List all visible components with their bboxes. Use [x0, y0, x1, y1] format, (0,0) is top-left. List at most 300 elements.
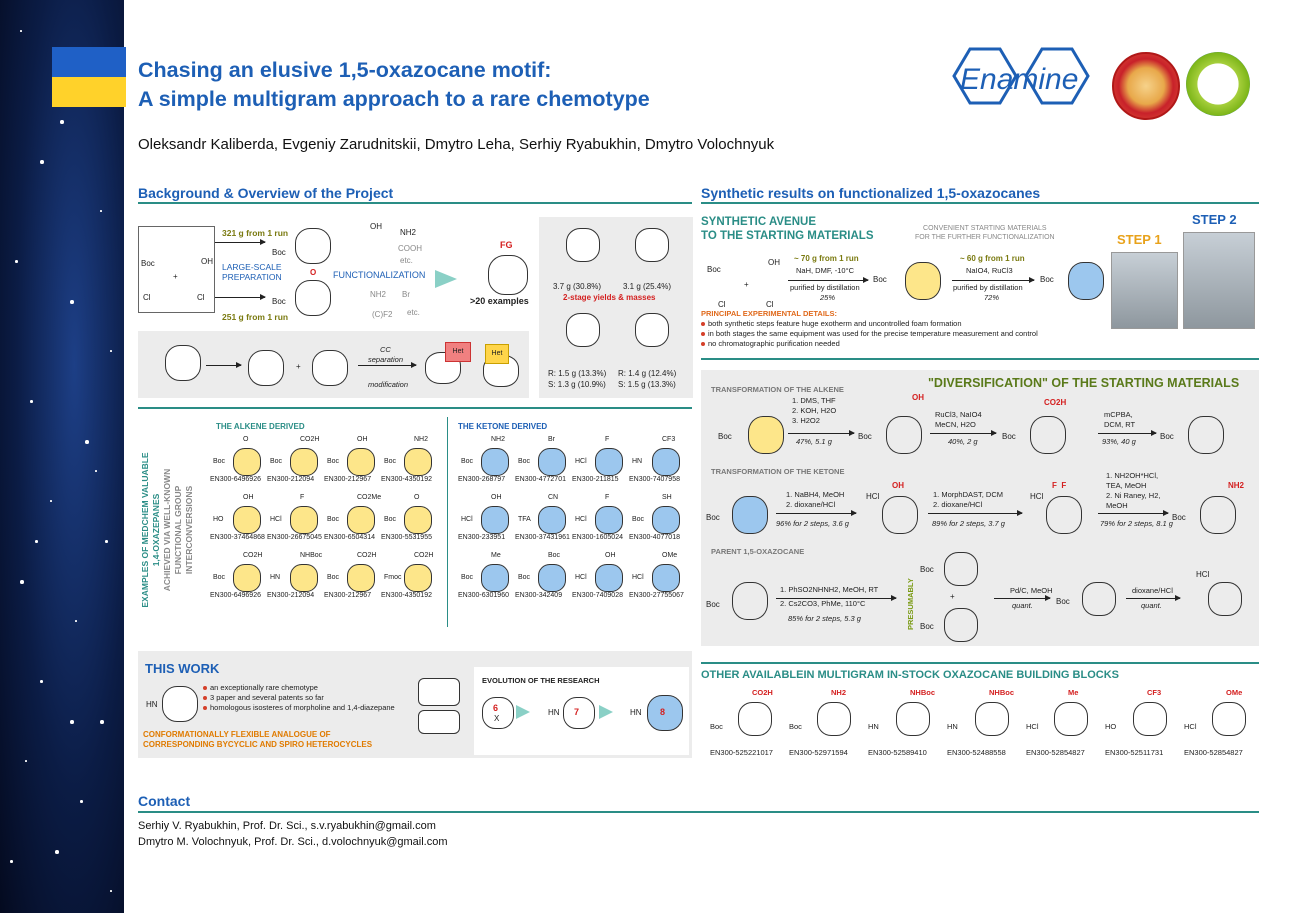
star	[105, 540, 108, 543]
p2-arrow	[994, 598, 1050, 599]
background-rule	[138, 202, 692, 204]
sm-boc: Boc	[707, 265, 721, 274]
yields-title: 2-stage yields & masses	[563, 293, 656, 302]
molecule-ring	[290, 564, 318, 592]
building-block-code: EN300-52854827	[1184, 748, 1243, 757]
molecule-fg: CO2Me	[357, 494, 382, 501]
d-boc-7: Boc	[706, 600, 720, 609]
building-block-code: EN300-52971594	[789, 748, 848, 757]
molecule-prefix: HCl	[270, 516, 282, 523]
k2-cond: 1. MorphDAST, DCM 2. dioxane/HCl	[933, 490, 1004, 509]
enamine-code: EN300-7409028	[572, 592, 623, 599]
other-rule	[701, 662, 1259, 664]
presumably-label: PRESUMABLY	[906, 578, 915, 630]
p-parent-ring	[1082, 582, 1116, 616]
molecule-ring	[595, 564, 623, 592]
building-block-code: EN300-52854827	[1026, 748, 1085, 757]
star	[110, 890, 112, 892]
separation-label: separation	[368, 355, 404, 364]
molecule-fg: Br	[548, 436, 555, 443]
molecule-fg: NHBoc	[300, 552, 323, 559]
p-hcl-ring	[1208, 582, 1242, 616]
k3-cond: 1. NH2OH*HCl, TEA, MeOH 2. Ni Raney, H2, MeOH	[1106, 471, 1161, 510]
d-alkene-ring	[748, 416, 784, 454]
building-block-ring	[1133, 702, 1167, 736]
building-block-fg: CO2H	[752, 688, 773, 697]
d-epoxide-ring	[1188, 416, 1224, 454]
enamine-code: EN300-4772701	[515, 476, 566, 483]
step1-label: STEP 1	[1117, 232, 1162, 247]
molecule-prefix: HCl	[575, 516, 587, 523]
enamine-code: EN300-342409	[515, 592, 563, 599]
contact-rule	[138, 811, 1259, 813]
k2-arrow	[928, 513, 1022, 514]
fg-cooh: COOH	[398, 244, 422, 253]
d-nh2-ring	[1200, 496, 1236, 534]
parent-title: PARENT 1,5-OXAZOCANE	[711, 547, 805, 556]
enamine-code: EN300-37464868	[210, 534, 265, 541]
building-block-fg: NH2	[831, 688, 847, 697]
enamine-code: EN300-4077018	[629, 534, 680, 541]
university-seal	[1112, 52, 1180, 120]
d-oh-ring-2	[882, 496, 918, 534]
examples-count: >20 examples	[470, 296, 529, 306]
step1-photo	[1111, 252, 1178, 329]
p3-yield: quant.	[1141, 601, 1162, 610]
molecule-ring	[347, 564, 375, 592]
molecule-fg: NH2	[414, 436, 429, 443]
a1-arrow	[788, 433, 854, 434]
k1-yield: 96% for 2 steps, 3.6 g	[776, 519, 849, 528]
enamine-code: EN300-4350192	[381, 592, 432, 599]
star	[110, 350, 112, 352]
spiro-icon	[418, 710, 460, 734]
enamine-code: EN300-27755067	[629, 592, 684, 599]
a1-cond: 1. DMS, THF 2. KOH, H2O 3. H2O2	[792, 396, 837, 425]
enamine-code: EN300-211815	[572, 476, 619, 483]
molecule-prefix: Boc	[461, 458, 474, 465]
molecule-prefix: Boc	[213, 574, 226, 581]
molecule-prefix: Boc	[518, 574, 531, 581]
enamine-logo	[950, 45, 1100, 107]
fg-ring	[488, 255, 528, 295]
principal-list	[701, 319, 1101, 349]
step2-photo	[1183, 232, 1255, 329]
molecule-fg: OMe	[662, 552, 678, 559]
yield-ring-4	[635, 313, 669, 347]
yield-3b: S: 1.3 g (10.9%)	[548, 380, 606, 389]
title-line-2: A simple multigram approach to a rare chemotype	[138, 87, 650, 111]
star	[10, 860, 13, 863]
molecule-fg: CO2H	[357, 552, 377, 559]
r2-scale: ~ 60 g from 1 run	[960, 254, 1025, 263]
building-block-fg: CF3	[1147, 688, 1162, 697]
ketone-trans-title: TRANSFORMATION OF THE KETONE	[711, 467, 845, 476]
poster-title	[138, 56, 898, 114]
a-co2h: CO2H	[1044, 398, 1067, 407]
molecule-prefix: Fmoc	[384, 574, 402, 581]
star	[55, 850, 59, 854]
molecule-fg: SH	[662, 494, 672, 501]
enamine-code: EN300-233951	[458, 534, 506, 541]
molecule-ring	[652, 564, 680, 592]
principal-title: PRINCIPAL EXPERIMENTAL DETAILS:	[701, 309, 837, 318]
convenient-label: CONVENIENT STARTING MATERIALS FOR THE FURTHER FUNCTIONALIZATION	[915, 225, 1055, 241]
molecule-ring	[233, 506, 261, 534]
yield-321: 321 g from 1 run	[222, 228, 289, 238]
k1-cond: 1. NaBH4, MeOH 2. dioxane/HCl	[786, 490, 845, 509]
star	[80, 800, 83, 803]
this-work-title: THIS WORK	[145, 661, 220, 676]
sm-oh: OH	[768, 258, 780, 267]
molecule-ring	[347, 448, 375, 476]
d-boc-10: Boc	[1056, 597, 1070, 606]
synthetic-rule	[701, 202, 1259, 204]
starting-materials-box: Boc + Cl Cl OH	[138, 226, 215, 313]
enamine-code: EN300-212094	[267, 592, 315, 599]
synthetic-title: Synthetic results on functionalized 1,5-oxazocanes	[701, 185, 1041, 201]
avenue-label: SYNTHETIC AVENUE TO THE STARTING MATERIALS	[701, 216, 874, 242]
molecule-ring	[481, 506, 509, 534]
r1-yield: 25%	[820, 293, 836, 302]
evo-arrow-2	[599, 705, 613, 719]
star	[60, 120, 64, 124]
building-block-fg: OMe	[1226, 688, 1243, 697]
bullet-item: homologous isosteres of morpholine and 1,4-diazepane	[203, 703, 403, 713]
star	[30, 400, 33, 403]
yield-ring-3	[566, 313, 600, 347]
ket-boc: Boc	[1040, 275, 1054, 284]
contact-line-2: Dmytro M. Volochnyuk, Prof. Dr. Sci., d.volochnyuk@gmail.com	[138, 836, 448, 848]
enamine-code: EN300-1605024	[572, 534, 623, 541]
starry-sidebar	[0, 0, 124, 913]
cc-label: CC	[380, 345, 391, 354]
building-block-ring	[817, 702, 851, 736]
d-boc-1: Boc	[718, 432, 732, 441]
r1-cond: NaH, DMF, -10°C	[796, 266, 855, 275]
star	[40, 680, 43, 683]
k-nh2: NH2	[1228, 481, 1245, 490]
p-ketone-ring	[732, 582, 768, 620]
bicyclic-icon	[418, 678, 460, 706]
evo-hn-7: HN	[548, 708, 560, 717]
p-plus: +	[950, 592, 955, 601]
contact-line-1: Serhiy V. Ryabukhin, Prof. Dr. Sci., s.v.ryabukhin@gmail.com	[138, 820, 436, 832]
fg-nh2: NH2	[400, 228, 417, 237]
molecule-prefix: HN	[270, 574, 281, 581]
d-boc-3: Boc	[1002, 432, 1016, 441]
d-boc-8: Boc	[920, 565, 934, 574]
building-block-code: EN300-52511731	[1105, 748, 1164, 757]
alkene-divider	[447, 417, 448, 627]
molecule-fg: F	[605, 436, 610, 443]
star	[85, 440, 89, 444]
ioch-seal	[1186, 52, 1250, 116]
molecule-prefix: Boc	[632, 516, 645, 523]
side-label-4: FUNCTIONAL GROUP	[173, 485, 183, 575]
r1-arrow	[788, 280, 868, 281]
building-block-prefix: HCl	[1026, 722, 1039, 731]
bullet-item: an exceptionally rare chemotype	[203, 683, 403, 693]
molecule-prefix: Boc	[518, 458, 531, 465]
molecule-ring	[404, 564, 432, 592]
molecule-prefix: Boc	[213, 458, 226, 465]
this-work-bullets	[203, 683, 403, 713]
num-7: 7	[574, 707, 580, 717]
molecule-ring	[481, 448, 509, 476]
molecule-ring	[595, 448, 623, 476]
star	[70, 300, 74, 304]
alkene-ring	[295, 228, 331, 264]
molecule-ring	[290, 448, 318, 476]
side-label-1: EXAMPLES OF MEDCHEM VALUABLE	[140, 452, 150, 608]
building-block-fg: Me	[1068, 688, 1079, 697]
p-hcl: HCl	[1196, 570, 1210, 579]
molecule-fg: CO2H	[414, 552, 434, 559]
sep-ring-2	[248, 350, 284, 386]
star	[50, 500, 52, 502]
a-oh: OH	[912, 393, 924, 402]
sep-arrow-2	[358, 365, 416, 366]
p1-yield: 85% for 2 steps, 5.3 g	[788, 614, 861, 623]
k-hcl-1: HCl	[866, 492, 880, 501]
yield-ring-2	[635, 228, 669, 262]
alk-boc: Boc	[873, 275, 887, 284]
molecule-prefix: Boc	[461, 574, 474, 581]
functionalization-label: FUNCTIONALIZATION	[333, 270, 426, 280]
star	[35, 540, 38, 543]
enamine-code: EN300-6504314	[324, 534, 375, 541]
evolution-title: EVOLUTION OF THE RESEARCH	[482, 676, 600, 685]
building-block-ring	[1212, 702, 1246, 736]
title-line-1: Chasing an elusive 1,5-oxazocane motif:	[138, 58, 552, 82]
d-boc-6: Boc	[1172, 513, 1186, 522]
fg-cf2: (C)F2	[372, 310, 393, 319]
d-co2h-ring	[1030, 416, 1066, 454]
num-6: 6	[493, 703, 499, 713]
logo-text: Enamine	[960, 63, 1079, 96]
molecule-ring	[652, 506, 680, 534]
k3-arrow	[1098, 513, 1168, 514]
molecule-prefix: HO	[213, 516, 224, 523]
boc-label-1: Boc	[272, 248, 286, 257]
ukraine-flag	[52, 47, 126, 107]
modification-label: modification	[368, 380, 409, 389]
num-8: 8	[660, 707, 666, 717]
enamine-code: EN300-212967	[324, 592, 372, 599]
background-title: Background & Overview of the Project	[138, 185, 394, 201]
molecule-prefix: HCl	[461, 516, 473, 523]
building-block-ring	[975, 702, 1009, 736]
enamine-code: EN300-6496926	[210, 592, 261, 599]
examples-rule	[138, 407, 692, 409]
molecule-fg: O	[243, 436, 249, 443]
star	[70, 720, 74, 724]
k-oh: OH	[892, 481, 904, 490]
d-boc-5: Boc	[706, 513, 720, 522]
r2-yield: 72%	[984, 293, 1000, 302]
d-boc-4: Boc	[1160, 432, 1174, 441]
building-block-prefix: HN	[868, 722, 879, 731]
molecule-fg: Boc	[548, 552, 561, 559]
molecule-prefix: HCl	[632, 574, 644, 581]
molecule-ring	[290, 506, 318, 534]
ketone-ring	[295, 280, 331, 316]
sep-arrow-1	[206, 365, 241, 366]
molecule-prefix: HCl	[575, 458, 587, 465]
molecule-prefix: Boc	[384, 458, 397, 465]
molecule-ring	[652, 448, 680, 476]
p1-arrow	[776, 598, 896, 599]
molecule-fg: NH2	[491, 436, 506, 443]
side-label-3: ACHIEVED VIA WELL-KNOWN	[162, 468, 172, 592]
big-arrow	[435, 270, 457, 288]
bullet-item: 3 paper and several patents so far	[203, 693, 403, 703]
bullet-item: both synthetic steps feature huge exotherm and uncontrolled foam formation	[701, 319, 1101, 329]
flex-label: CONFORMATIONALLY FLEXIBLE ANALOGUE OF CORRESPONDING BYCYCLIC AND SPIRO HETEROCYCLES	[143, 730, 373, 749]
step2-label: STEP 2	[1192, 212, 1237, 227]
star	[20, 30, 22, 32]
star	[20, 580, 24, 584]
building-block-ring	[1054, 702, 1088, 736]
fg-oh: OH	[370, 222, 382, 231]
building-block-prefix: HO	[1105, 722, 1117, 731]
building-block-code: EN300-52488558	[947, 748, 1006, 757]
molecule-prefix: Boc	[327, 574, 340, 581]
k1-arrow	[776, 513, 856, 514]
alkene-derived-title: THE ALKENE DERIVED	[216, 422, 305, 431]
molecule-fg: CO2H	[243, 552, 263, 559]
p2-yield: quant.	[1012, 601, 1033, 610]
enamine-code: EN300-7407958	[629, 476, 680, 483]
ketone-derived-title: THE KETONE DERIVED	[458, 422, 548, 431]
molecule-fg: Me	[491, 552, 501, 559]
sep-ring-1	[165, 345, 201, 381]
evo-hn-8: HN	[630, 708, 642, 717]
k-ff: F F	[1052, 481, 1067, 490]
d-boc-9: Boc	[920, 622, 934, 631]
enamine-code: EN300-5531955	[381, 534, 432, 541]
star	[75, 620, 77, 622]
molecule-ring	[538, 448, 566, 476]
molecule-prefix: Boc	[270, 458, 283, 465]
enamine-code: EN300-26675045	[267, 534, 322, 541]
authors: Oleksandr Kaliberda, Evgeniy Zarudnitskii, Dmytro Leha, Serhiy Ryabukhin, Dmytro Volochnyuk	[138, 136, 775, 153]
alkene-sm-ring	[905, 262, 941, 300]
molecule-fg: O	[414, 494, 420, 501]
fg-nh2b: NH2	[370, 290, 387, 299]
r2-pur: purified by distillation	[953, 283, 1023, 292]
yield-ring-1	[566, 228, 600, 262]
building-block-prefix: Boc	[710, 722, 723, 731]
molecule-fg: OH	[243, 494, 254, 501]
star	[100, 720, 104, 724]
arrow-1b	[215, 297, 265, 298]
large-scale-label: LARGE-SCALE PREPARATION	[222, 262, 282, 282]
building-block-code: EN300-52589410	[868, 748, 927, 757]
a2-yield: 40%, 2 g	[948, 437, 978, 446]
molecule-fg: F	[300, 494, 305, 501]
a3-cond: mCPBA, DCM, RT	[1104, 410, 1136, 429]
molecule-ring	[347, 506, 375, 534]
p3-arrow	[1126, 598, 1180, 599]
building-block-prefix: HCl	[1184, 722, 1197, 731]
molecule-prefix: Boc	[327, 458, 340, 465]
contact-title: Contact	[138, 793, 191, 809]
r2-cond: NaIO4, RuCl3	[966, 266, 1013, 275]
d-ketone-ring	[732, 496, 768, 534]
building-block-ring	[896, 702, 930, 736]
molecule-ring	[233, 564, 261, 592]
molecule-fg: F	[605, 494, 610, 501]
side-label-2: 1,4-OXAZEPANES	[151, 493, 161, 567]
fg-br: Br	[402, 290, 410, 299]
synthetic-rule-2	[701, 358, 1259, 360]
building-block-ring	[738, 702, 772, 736]
molecule-prefix: Boc	[327, 516, 340, 523]
ketone-sm-ring	[1068, 262, 1104, 300]
examples-side-label	[140, 430, 195, 630]
building-block-code: EN300-525221017	[710, 748, 773, 757]
molecule-prefix: HCl	[575, 574, 587, 581]
r2-arrow	[952, 280, 1034, 281]
yield-251: 251 g from 1 run	[222, 312, 289, 322]
molecule-ring	[538, 506, 566, 534]
k3-yield: 79% for 2 steps, 8.1 g	[1100, 519, 1173, 528]
r1-pur: purified by distillation	[790, 283, 860, 292]
het-badge-2: Het	[485, 344, 509, 364]
a2-arrow	[930, 433, 996, 434]
contact-lines	[138, 818, 448, 850]
diversification-title: "DIVERSIFICATION" OF THE STARTING MATERIALS	[928, 376, 1240, 390]
arrow-1a	[215, 242, 265, 243]
molecule-prefix: Boc	[384, 516, 397, 523]
yield-4: R: 1.4 g (12.4%)	[618, 369, 677, 378]
het-badge-1: Het	[445, 342, 471, 362]
molecule-ring	[538, 564, 566, 592]
d-boc-2: Boc	[858, 432, 872, 441]
bullet-item: no chromatographic purification needed	[701, 339, 1101, 349]
molecule-fg: CF3	[662, 436, 676, 443]
enamine-code: EN300-6301960	[458, 592, 509, 599]
molecule-ring	[481, 564, 509, 592]
enamine-code: EN300-212967	[324, 476, 372, 483]
molecule-fg: OH	[357, 436, 368, 443]
k2-yield: 89% for 2 steps, 3.7 g	[932, 519, 1005, 528]
r1-scale: ~ 70 g from 1 run	[794, 254, 859, 263]
star	[95, 470, 97, 472]
a3-arrow	[1098, 433, 1156, 434]
boc-label-2: Boc	[272, 297, 286, 306]
molecule-fg: OH	[491, 494, 502, 501]
a3-yield: 93%, 40 g	[1102, 437, 1136, 446]
sep-ring-3	[312, 350, 348, 386]
enamine-code: EN300-4350192	[381, 476, 432, 483]
molecule-ring	[404, 448, 432, 476]
other-title: OTHER AVAILABLEIN MULTIGRAM IN-STOCK OXAZOCANE BUILDING BLOCKS	[701, 669, 1119, 681]
molecule-fg: CO2H	[300, 436, 320, 443]
p1-cond: 1. PhSO2NHNH2, MeOH, RT 2. Cs2CO3, PhMe, 110°C	[780, 585, 879, 608]
building-block-fg: NHBoc	[989, 688, 1015, 697]
yield-3: R: 1.5 g (13.3%)	[548, 369, 607, 378]
building-block-prefix: Boc	[789, 722, 802, 731]
molecule-ring	[233, 448, 261, 476]
molecule-ring	[404, 506, 432, 534]
enamine-code: EN300-6496926	[210, 476, 261, 483]
d-oh-ring	[886, 416, 922, 454]
side-label-5: INTERCONVERSIONS	[184, 485, 194, 575]
star	[25, 760, 27, 762]
